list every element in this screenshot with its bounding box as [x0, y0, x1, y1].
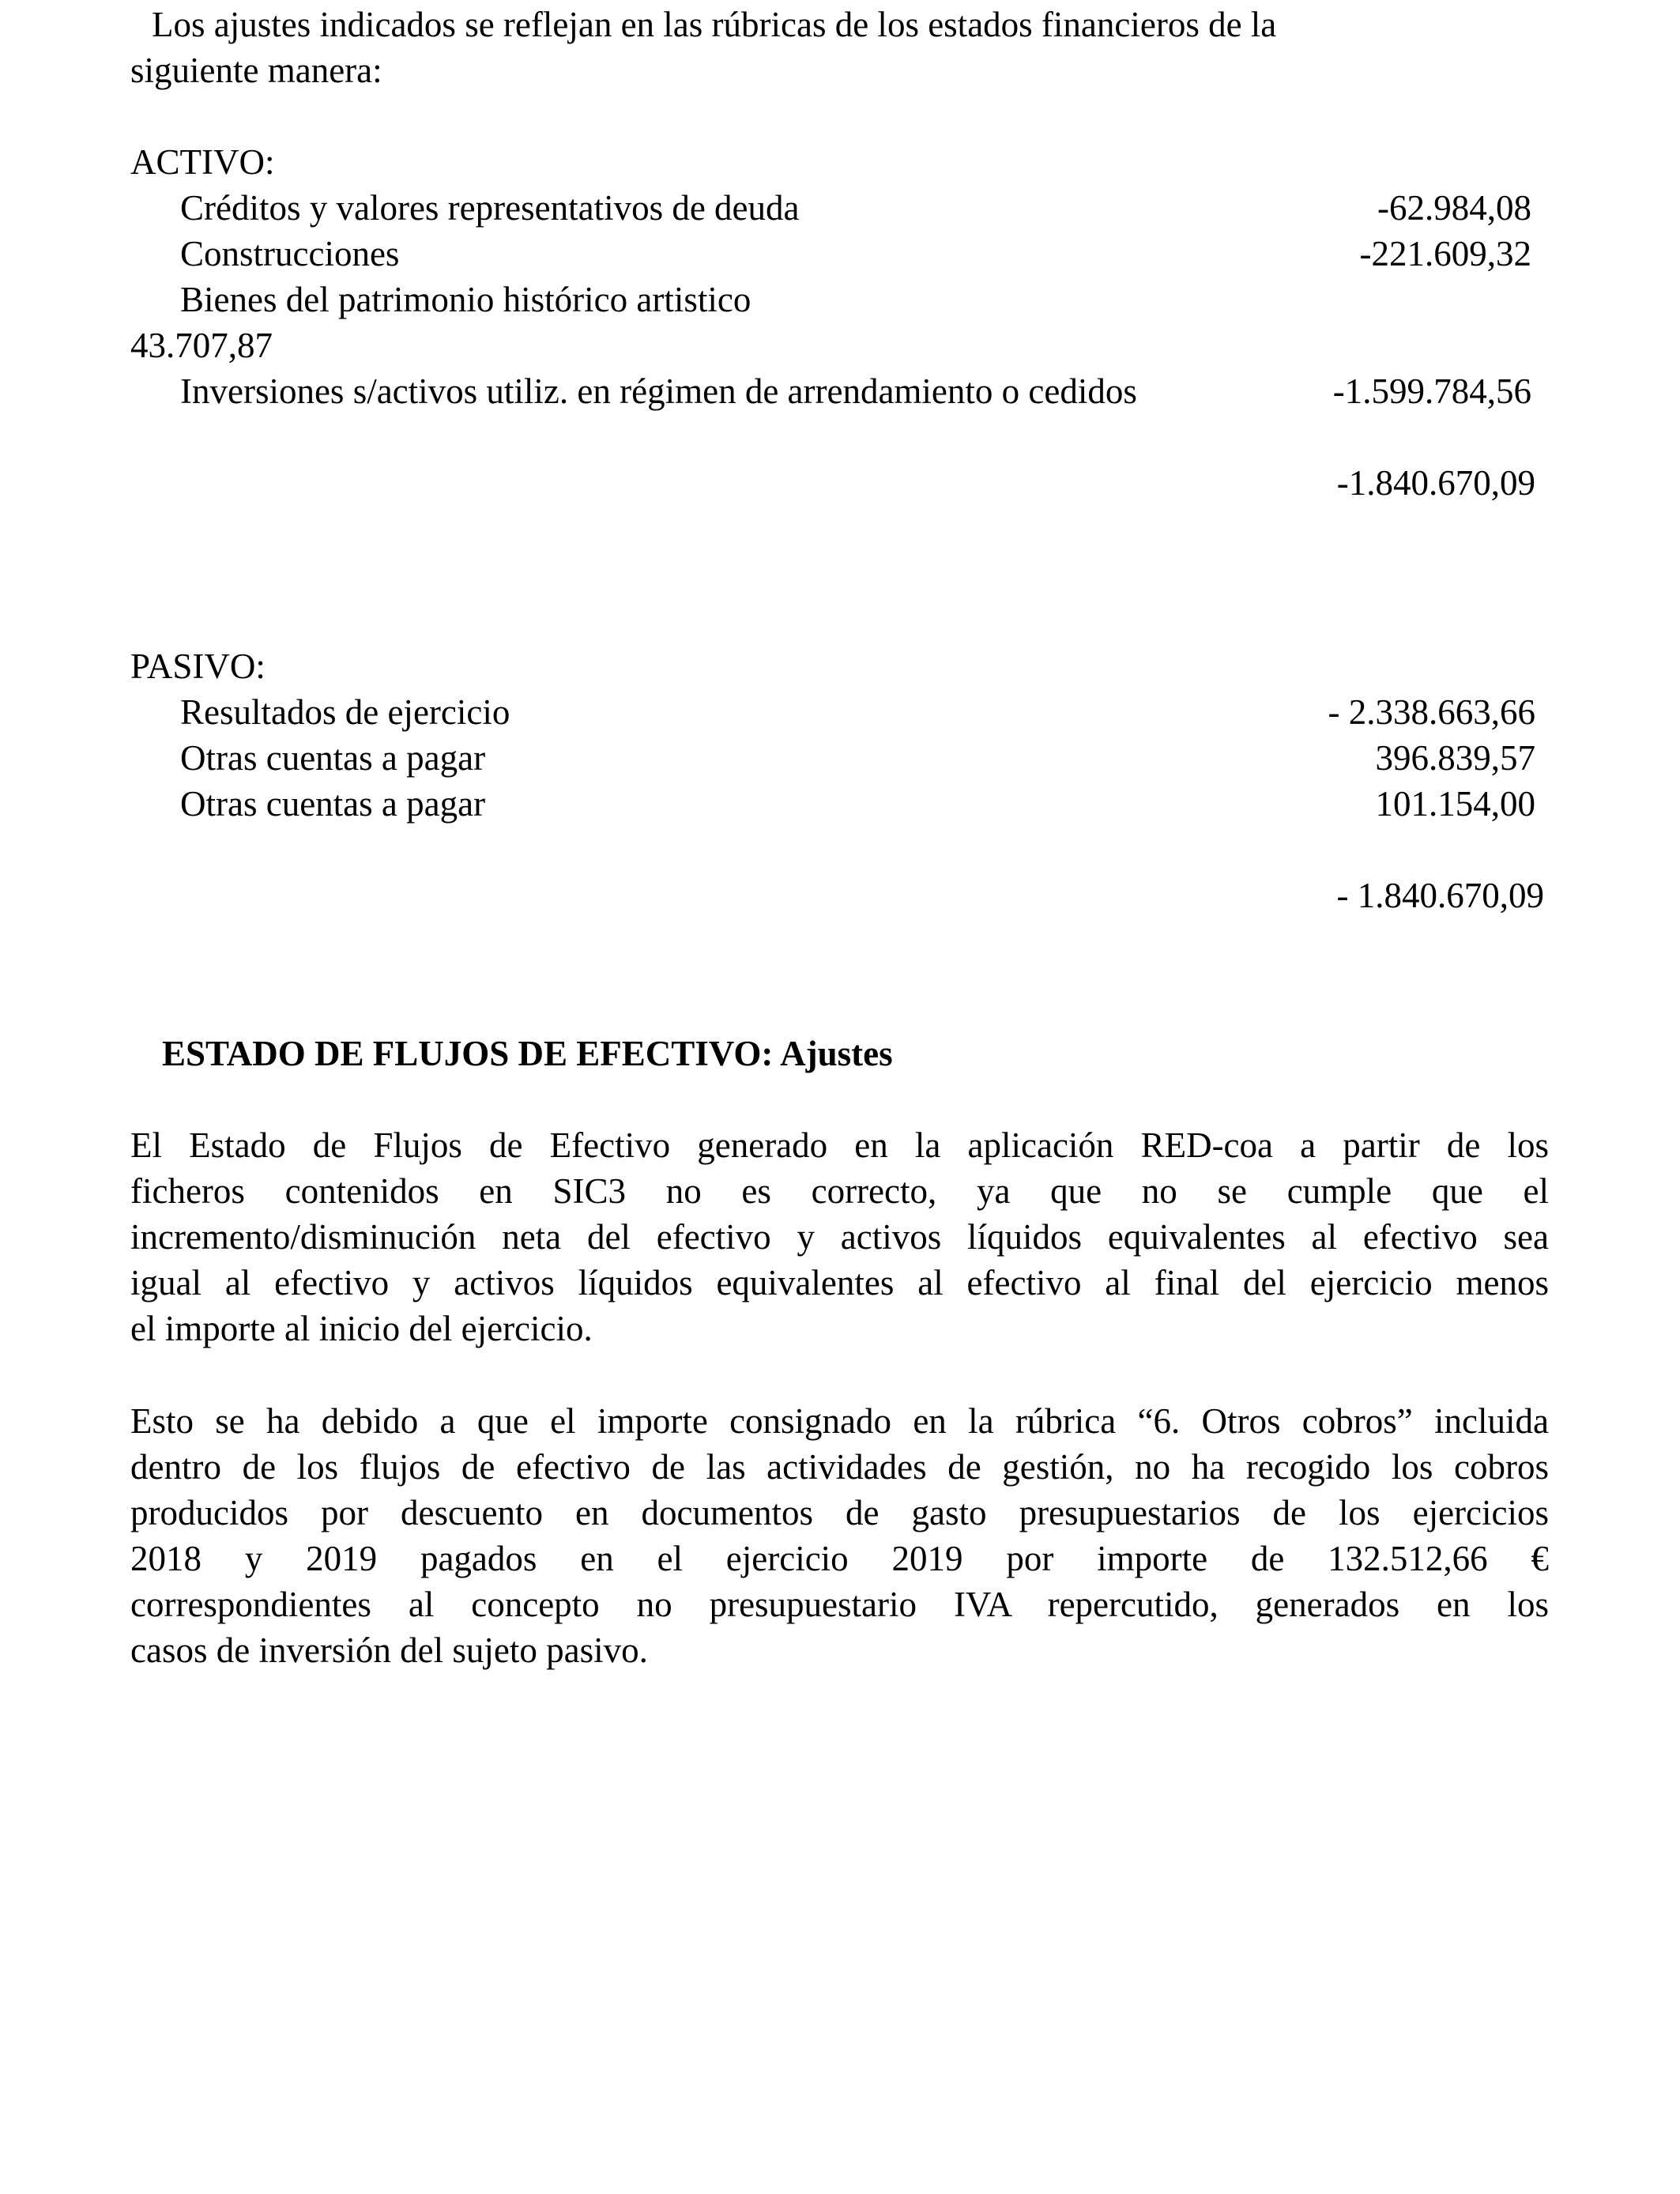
paragraph-line: Esto se ha debido a que el importe consignado en la rúbrica “6. Otros cobros” incluida — [130, 1401, 1549, 1441]
activo-item-amount: 43.707,87 — [130, 326, 273, 365]
activo-item-amount: -62.984,08 — [1377, 188, 1531, 228]
pasivo-item-label: Resultados de ejercicio — [180, 692, 510, 732]
pasivo-item-label: Otras cuentas a pagar — [180, 738, 486, 778]
paragraph-line: igual al efectivo y activos líquidos equivalentes al efectivo al final del ejercicio menos — [130, 1263, 1549, 1302]
activo-item-label: Bienes del patrimonio histórico artistico — [180, 280, 751, 319]
activo-item-label: Inversiones s/activos utiliz. en régimen de arrendamiento o cedidos — [180, 371, 1137, 411]
paragraph-line: 2018 y 2019 pagados en el ejercicio 2019 por importe de 132.512,66 € — [130, 1539, 1549, 1578]
pasivo-total: - 1.840.670,09 — [1336, 876, 1544, 915]
pasivo-item-amount: - 2.338.663,66 — [1328, 692, 1535, 732]
paragraph-line: producidos por descuento en documentos de gasto presupuestarios de los ejercicios — [130, 1493, 1549, 1532]
activo-item-label: Créditos y valores representativos de deuda — [180, 188, 800, 228]
paragraph-line: ficheros contenidos en SIC3 no es correcto, ya que no se cumple que el — [130, 1171, 1549, 1211]
intro-line-1: Los ajustes indicados se reflejan en las rúbricas de los estados financieros de la — [152, 5, 1277, 44]
paragraph-line: casos de inversión del sujeto pasivo. — [130, 1630, 648, 1670]
paragraph-line: El Estado de Flujos de Efectivo generado en la aplicación RED-coa a partir de los — [130, 1125, 1549, 1165]
paragraph-line: dentro de los flujos de efectivo de las actividades de gestión, no ha recogido los cobros — [130, 1447, 1549, 1487]
activo-heading: ACTIVO: — [130, 142, 275, 182]
paragraph-1 — [130, 1122, 1549, 1351]
intro-line-2: siguiente manera: — [130, 51, 382, 90]
pasivo-heading: PASIVO: — [130, 647, 266, 686]
paragraph-2 — [130, 1398, 1549, 1673]
section-heading: ESTADO DE FLUJOS DE EFECTIVO: Ajustes — [162, 1034, 893, 1073]
paragraph-line: correspondientes al concepto no presupuestario IVA repercutido, generados en los — [130, 1585, 1549, 1624]
pasivo-item-amount: 396.839,57 — [1375, 738, 1535, 778]
activo-item-amount: -221.609,32 — [1359, 234, 1531, 273]
activo-item-amount: -1.599.784,56 — [1332, 371, 1531, 411]
activo-total: -1.840.670,09 — [1336, 463, 1535, 503]
pasivo-item-amount: 101.154,00 — [1375, 784, 1535, 824]
paragraph-line: incremento/disminución neta del efectivo y activos líquidos equivalentes al efectivo sea — [130, 1217, 1549, 1257]
activo-item-label: Construcciones — [180, 234, 400, 273]
pasivo-item-label: Otras cuentas a pagar — [180, 784, 486, 824]
paragraph-line: el importe al inicio del ejercicio. — [130, 1309, 593, 1348]
